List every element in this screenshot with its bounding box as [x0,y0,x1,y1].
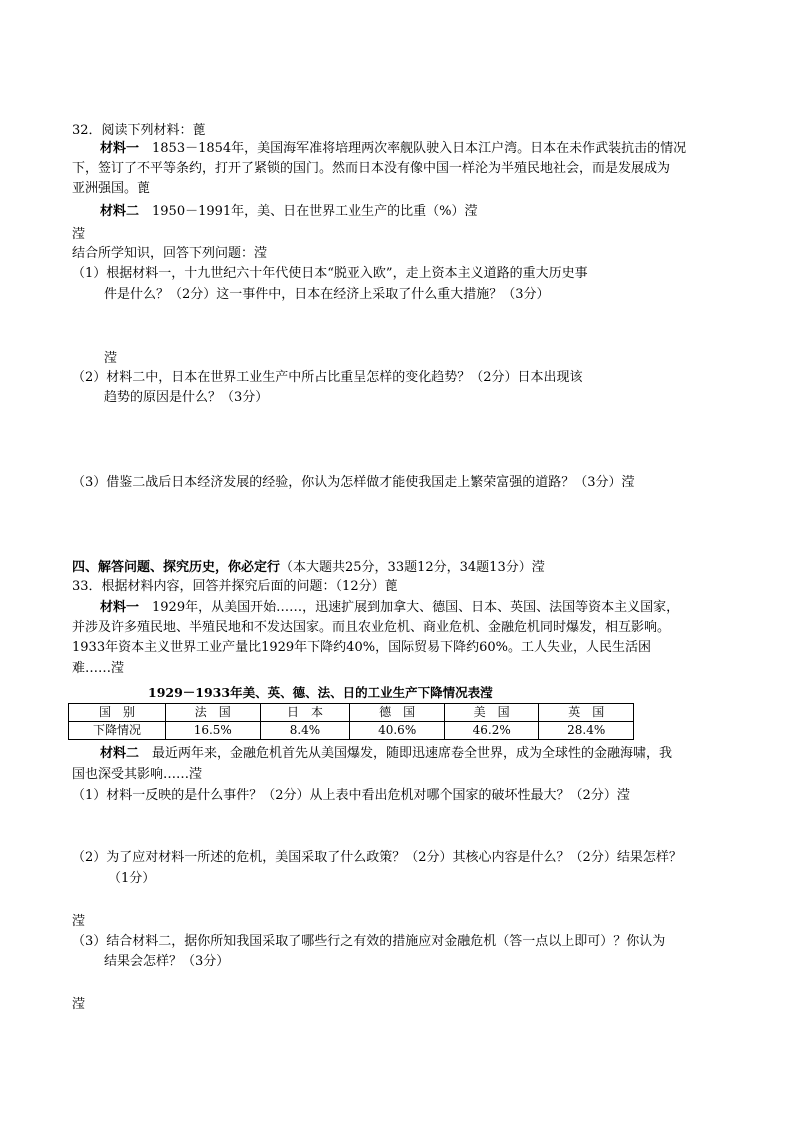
q33-q2-line2: （1分） [108,871,156,886]
q32-material1-text: 1853－1854年，美国海军准将培理两次率舰队驶入日本江户湾。日本在未作武装抗击的情况 [139,141,687,156]
table-cell: 40.6% [350,722,445,740]
q32-mark1: 滢 [72,227,86,242]
table-header-cell: 法 国 [166,704,261,722]
table-header-cell: 德 国 [350,704,445,722]
table-title: 1929－1933年美、英、德、法、日的工业生产下降情况表滢 [148,685,493,700]
q33-intro: 33．根据材料内容，回答并探究后面的问题：（12分）蓖 [72,579,398,594]
section4-heading-rest: （本大题共25分，33题12分，34题13分）滢 [280,560,545,575]
q32-q3: （3）借鉴二战后日本经济发展的经验，你认为怎样做才能使我国走上繁荣富强的道路？（3分）滢 [72,475,635,490]
q32-material2-line [100,203,478,221]
q32-material2-label: 材料二 [100,204,140,219]
q33-q3-line2: 结果会怎样？（3分） [104,954,230,969]
table-cell: 28.4% [539,722,634,740]
q32-material1-label: 材料一 [100,141,140,156]
table-header-cell: 日 本 [260,704,350,722]
table-header-cell: 美 国 [444,704,539,722]
q32-intro: 32．阅读下列材料：蓖 [72,123,206,138]
q33-material1-line3: 1933年资本主义世界工业产量比1929年下降约40%，国际贸易下降约60%。工人失业，人民生活困 [72,640,651,655]
q33-material2-text: 最近两年来，金融危机首先从美国爆发，随即迅速席卷全世界，成为全球性的金融海啸，我 [139,746,673,761]
table-header-cell: 国 别 [69,704,166,722]
table-cell: 16.5% [166,722,261,740]
section4-heading [72,559,545,577]
q32-material1-line3: 亚洲强国。蓖 [72,181,151,196]
q33-mark3: 滢 [72,914,86,929]
table-header-row [69,704,634,722]
q33-q3-line1: （3）结合材料二，据你所知我国采取了哪些行之有效的措施应对金融危机（答一点以上即可）？你认为 [72,934,666,949]
q33-material1-label: 材料一 [100,600,140,615]
q32-q2-line2: 趋势的原因是什么？（3分） [104,390,269,405]
table-header-cell: 英 国 [539,704,634,722]
q32-mark2: 滢 [104,351,118,366]
q32-material2-text: 1950－1991年，美、日在世界工业生产的比重（%）滢 [139,204,478,219]
q33-mark4: 滢 [72,997,86,1012]
section4-heading-bold: 四、解答问题、探究历史，你必定行 [72,560,281,575]
q33-material2-line1 [100,745,672,763]
table-cell: 8.4% [260,722,350,740]
q33-q1: （1）材料一反映的是什么事件？（2分）从上表中看出危机对哪个国家的破坏性最大？（2分）滢 [72,788,630,803]
table-cell: 下降情况 [69,722,166,740]
q33-q2-line1: （2）为了应对材料一所述的危机，美国采取了什么政策？（2分）其核心内容是什么？（2分）结果怎样？ [72,850,682,865]
q32-q1-line1: （1）根据材料一，十九世纪六十年代使日本“脱亚入欧”，走上资本主义道路的重大历史事 [72,266,588,281]
q33-material1-line4: 难……滢 [72,661,125,676]
q32-material1-line2: 下，签订了不平等条约，打开了紧锁的国门。然而日本没有像中国一样沦为半殖民地社会，而是发展成为 [72,161,671,176]
q33-material1-text: 1929年，从美国开始……，迅速扩展到加拿大、德国、日本、英国、法国等资本主义国家， [139,600,680,615]
table-row [69,722,634,740]
q33-material1-line1 [100,599,679,617]
q32-q2-line1: （2）材料二中，日本在世界工业生产中所占比重呈怎样的变化趋势？（2分）日本出现该 [72,370,583,385]
industrial-decline-table [68,703,634,740]
q32-material1-line1 [100,140,686,158]
q33-material2-line2: 国也深受其影响……滢 [72,767,203,782]
q32-prompt: 结合所学知识，回答下列问题：滢 [72,246,268,261]
q33-material1-line2: 并涉及许多殖民地、半殖民地和不发达国家。而且农业危机、商业危机、金融危机同时爆发，相互影响。 [72,620,671,635]
q32-q1-line2: 件是什么？（2分）这一事件中，日本在经济上采取了什么重大措施？（3分） [104,287,550,302]
table-cell: 46.2% [444,722,539,740]
q33-material2-label: 材料二 [100,746,140,761]
